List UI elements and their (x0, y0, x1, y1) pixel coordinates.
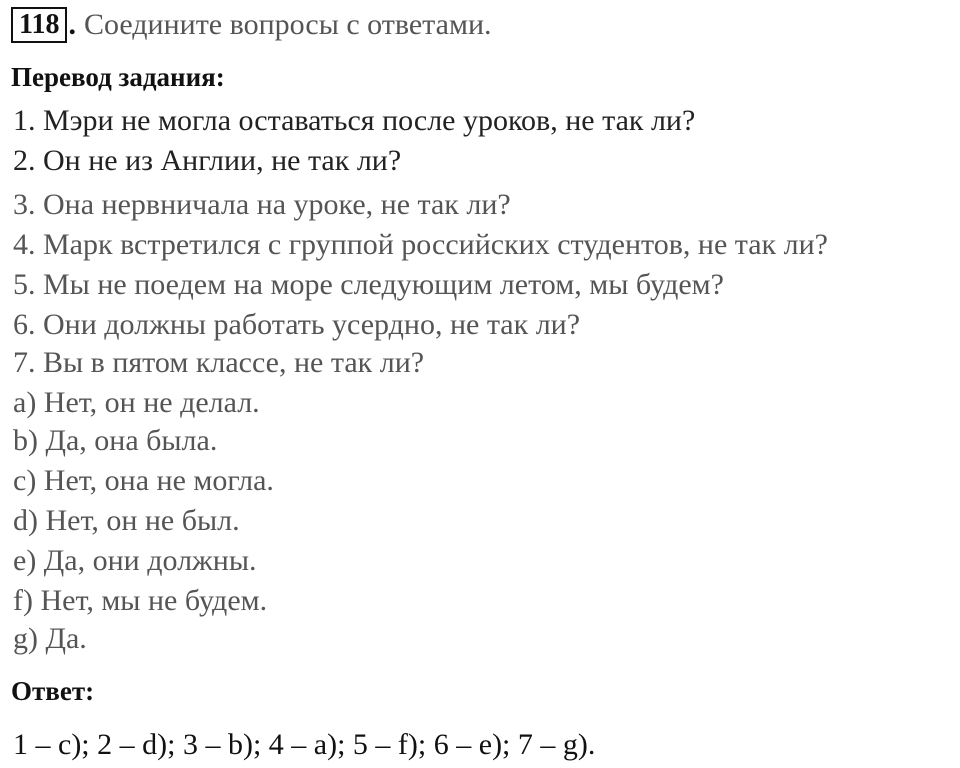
answer-option-g: g) Да. (13, 622, 87, 655)
answer-heading: Ответ: (11, 676, 95, 706)
translation-heading: Перевод задания: (11, 62, 225, 92)
task-header (11, 6, 492, 44)
question-line-6: 6. Они должны работать усердно, не так ли? (13, 308, 581, 341)
question-line-5: 5. Мы не поедем на море следующим летом, мы будем? (13, 268, 724, 301)
answer-option-f: f) Нет, мы не будем. (13, 584, 268, 617)
task-title: Соедините вопросы с ответами. (83, 8, 492, 41)
answer-option-d: d) Нет, он не был. (13, 504, 240, 537)
task-number-dot: . (68, 8, 76, 41)
question-line-7: 7. Вы в пятом классе, не так ли? (13, 346, 425, 379)
answer-option-e: e) Да, они должны. (13, 544, 257, 577)
question-line-2: 2. Он не из Англии, не так ли? (13, 144, 402, 177)
answer-text: 1 – c); 2 – d); 3 – b); 4 – a); 5 – f); 6 – e); 7 – g). (13, 728, 596, 761)
question-line-3: 3. Она нервничала на уроке, не так ли? (13, 188, 511, 221)
question-line-4: 4. Марк встретился с группой российских студентов, не так ли? (13, 228, 828, 261)
question-line-1: 1. Мэри не могла оставаться после уроков, не так ли? (13, 104, 696, 137)
answer-option-c: c) Нет, она не могла. (13, 464, 274, 497)
task-number-box: 118 (11, 7, 67, 43)
answer-option-b: b) Да, она была. (13, 424, 218, 457)
answer-option-a: a) Нет, он не делал. (13, 386, 260, 419)
